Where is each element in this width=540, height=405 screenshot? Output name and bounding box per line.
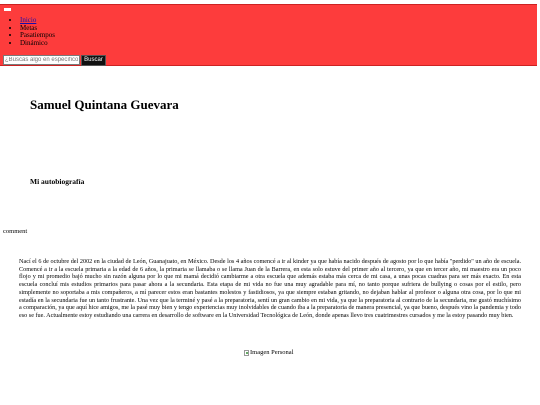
broken-image-icon — [244, 350, 249, 356]
comment-text: comment — [3, 228, 28, 235]
page-title: Samuel Quintana Guevara — [30, 97, 179, 112]
nav-link-inicio[interactable]: Inicio — [20, 16, 37, 24]
search-input[interactable] — [3, 55, 80, 65]
nav-item-dinamico[interactable] — [20, 40, 55, 48]
nav-label-dinamico[interactable]: Dinámico — [20, 38, 48, 47]
top-navigation-bar — [0, 4, 537, 66]
search-button[interactable]: Buscar — [81, 55, 106, 66]
section-subtitle: Mi autobiografía — [30, 177, 85, 186]
image-alt-text: Imagen Personal — [250, 349, 294, 356]
nav-label-pasatiempos[interactable]: Pasatiempos — [20, 31, 55, 40]
nav-label-metas[interactable]: Metas — [20, 23, 38, 32]
personal-image — [244, 349, 294, 356]
nav-menu — [0, 17, 55, 47]
autobiography-paragraph: Nací el 6 de octubre del 2002 en la ciudad de León, Guanajuato, en México. Desde los 4 años comencé a ir al kinder ya que había nacido después de agosto por lo que había "perdido" un año de escuela. Comencé a ir a la escuela primaria a la edad de 6 años, la primaria se llamaba o se llama Juan de la Barrera, en esta solo estuve del primer año al tercero, ya que en tercer año, mi maestro era un poco flojo y mi promedio bajó mucho sin razón alguna por lo que mi mamá decidió cambiarme a otra escuela que además estaba más cerca de mi casa, a unas pocas cuadras para ser más exacto. En esta escuela concluí mis estudios primarios para pasar ahora a la secundaria. Esta etapa de mi vida no fue una muy agradable para mí, no tanto porque sufriera de bullying o cosas por el estilo, pero simplemente no soportaba a mis compañeros, a mí parecer estos eran bastantes molestos y fastidiosos, ya que siempre estaban gritando, no dejaban hablar al profesor o alguna otra cosa, por lo que mi estadía en la secundaria fue un tanto frustrante. Una vez que la terminé y pasé a la preparatoria, sentí un gran cambio en mi vida, ya que la preparatoria al contrario de la secundaria, me gustó muchísimo a comparación, ya que aquí hice amigos, me la pasé muy bien y tengo experiencias muy inolvidables de cuando iba a la preparatoria de manera presencial, ya que bueno, después vino la pandemia y todo eso se fue. Actualmente estoy estudiando una carrera en desarrollo de software en la Universidad Tecnológica de León, donde apenas llevo tres cuatrimestres cursados y me la estoy pasando muy bien. — [19, 258, 521, 319]
hamburger-menu-icon[interactable] — [4, 8, 11, 11]
